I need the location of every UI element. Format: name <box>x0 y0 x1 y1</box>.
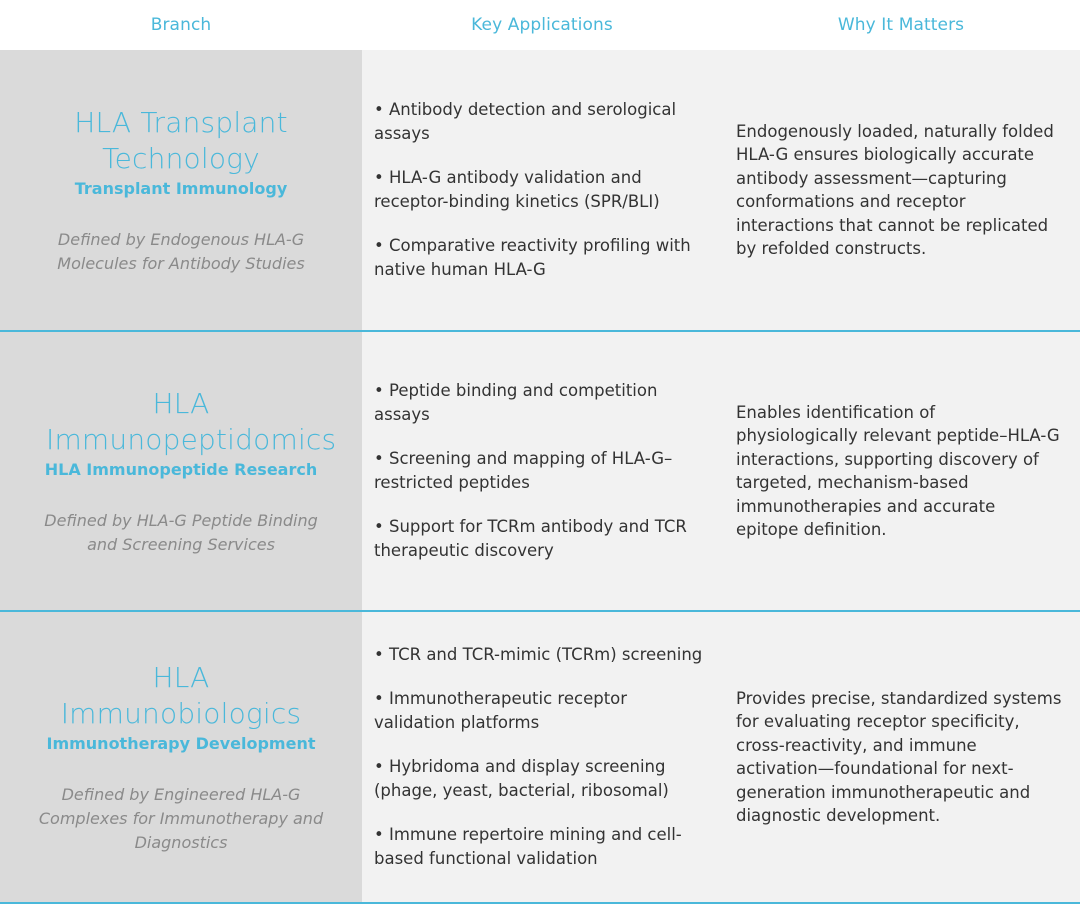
branch-name: HLA Immunobiologics <box>60 660 302 730</box>
applications-cell <box>362 50 722 330</box>
branch-name: HLA Immunopeptidomics <box>46 386 337 456</box>
application-item: • HLA-G antibody validation and receptor-binding kinetics (SPR/BLI) <box>374 168 660 211</box>
applications-cell <box>362 612 722 902</box>
branch-description: Defined by Engineered HLA-G Complexes for Immunotherapy and Diagnostics <box>38 784 324 852</box>
application-item: • Peptide binding and competition assays <box>374 381 658 424</box>
application-item: • Support for TCRm antibody and TCR therapeutic discovery <box>374 517 687 560</box>
why-text: Provides precise, standardized systems for evaluating receptor specificity, cross-reactivity, and immune activation—foundational for next-generation immunotherapeutic and diagnostic development. <box>736 688 1062 825</box>
header-branch: Branch <box>150 15 212 35</box>
branch-cell <box>0 612 362 902</box>
application-item: • Antibody detection and serological assays <box>374 100 677 143</box>
why-cell <box>722 332 1080 610</box>
header-why-it-matters: Why It Matters <box>837 15 965 35</box>
application-item: • TCR and TCR-mimic (TCRm) screening <box>374 645 703 664</box>
table-row <box>0 332 1080 612</box>
applications-cell <box>362 332 722 610</box>
application-item: • Screening and mapping of HLA-G–restricted peptides <box>374 449 673 492</box>
branch-name: HLA Transplant Technology <box>74 105 288 175</box>
branch-subtitle: Immunotherapy Development <box>46 733 316 753</box>
branch-description: Defined by Endogenous HLA-G Molecules for Antibody Studies <box>57 229 305 273</box>
why-text: Endogenously loaded, naturally folded HLA-G ensures biologically accurate antibody assessment—capturing conformations and receptor interactions that cannot be replicated by refolded constructs. <box>736 121 1054 258</box>
branch-subtitle: HLA Immunopeptide Research <box>44 459 318 479</box>
application-item: • Comparative reactivity profiling with native human HLA-G <box>374 236 691 279</box>
branch-cell <box>0 332 362 610</box>
application-item: • Immunotherapeutic receptor validation platforms <box>374 689 628 732</box>
table-header <box>0 0 1080 50</box>
table-row <box>0 50 1080 332</box>
why-text: Enables identification of physiologically relevant peptide–HLA-G interactions, supporting discovery of targeted, mechanism-based immunotherapies and accurate epitope definition. <box>736 402 1060 539</box>
application-item: • Immune repertoire mining and cell-based functional validation <box>374 825 682 868</box>
why-cell <box>722 50 1080 330</box>
branch-cell <box>0 50 362 330</box>
why-cell <box>722 612 1080 902</box>
branch-description: Defined by HLA-G Peptide Binding and Screening Services <box>44 510 318 554</box>
branch-subtitle: Transplant Immunology <box>74 178 288 198</box>
table-row <box>0 612 1080 904</box>
header-key-applications: Key Applications <box>471 15 613 35</box>
application-item: • Hybridoma and display screening (phage, yeast, bacterial, ribosomal) <box>374 757 669 800</box>
